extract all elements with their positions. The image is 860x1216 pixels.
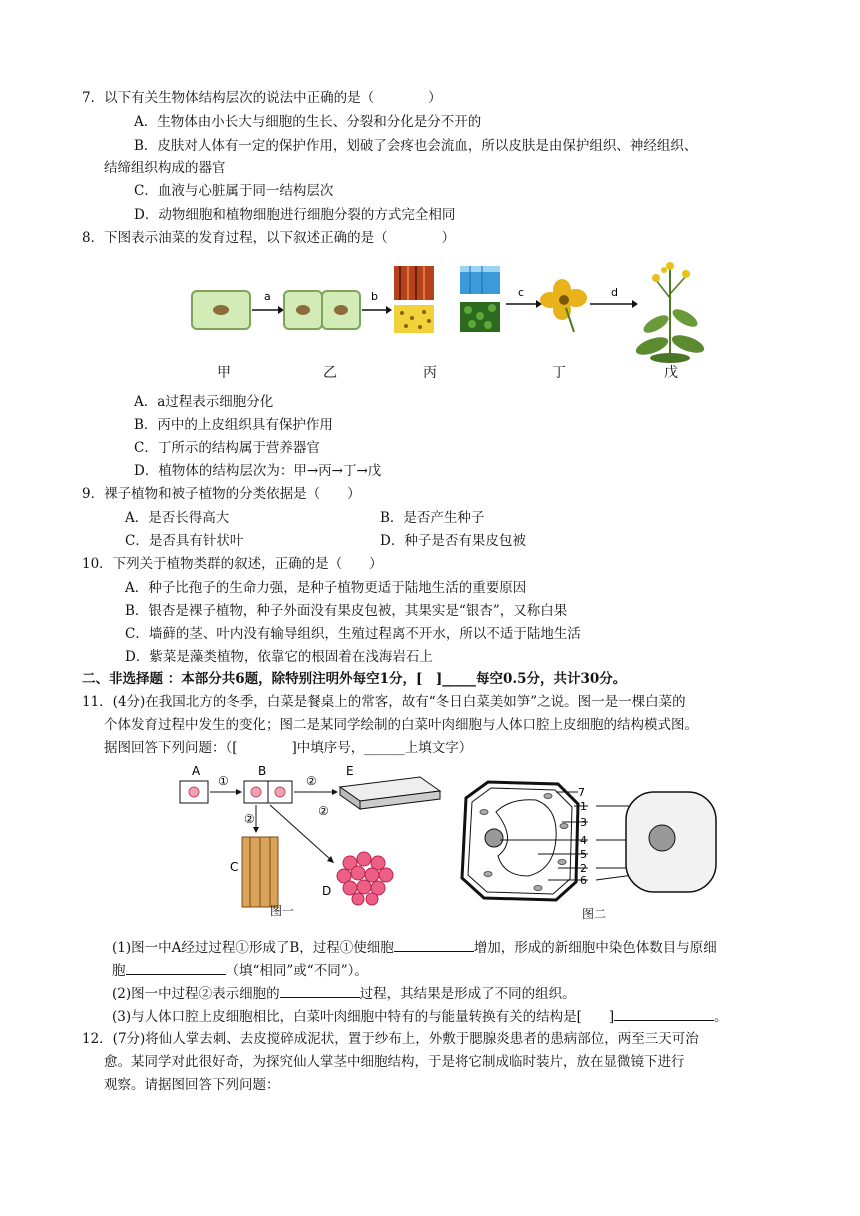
label-bing: 丙: [423, 365, 437, 381]
cells-yi: [284, 291, 360, 329]
q9-option-b: B．是否产生种子: [380, 510, 485, 526]
arrow-label-a: a: [264, 290, 271, 303]
fig1-step-1: ①: [218, 774, 229, 788]
q12-line-3: 观察。请据图回答下列问题：: [104, 1077, 280, 1093]
q10-option-c: C．墙藓的茎、叶内没有输导组织，生殖过程离不开水，所以不适于陆地生活: [125, 626, 581, 642]
fig1-step-2c: ②: [318, 804, 329, 818]
q10-option-a: A．种子比孢子的生命力强，是种子植物更适于陆地生活的重要原因: [125, 580, 527, 596]
plant-wu: [634, 262, 707, 363]
flower-ding: [540, 279, 587, 332]
fig1-letter-e: E: [346, 764, 354, 778]
fig1-letter-c: C: [230, 860, 239, 874]
label-jia: 甲: [217, 365, 231, 381]
fig2-label-2: 2: [580, 862, 587, 875]
q9-option-c: C．是否具有针状叶: [125, 533, 244, 549]
label-yi: 乙: [323, 365, 337, 381]
fig2-label-1: 1: [580, 800, 587, 813]
q8-option-c: C．丁所示的结构属于营养器官: [134, 440, 320, 456]
q11-part-2: (2)图一中过程②表示细胞的 过程，其结果是形成了不同的组织。: [112, 983, 576, 1004]
q7-option-c: C．血液与心脏属于同一结构层次: [134, 183, 334, 199]
q7-option-b-cont: 结缔组织构成的器官: [104, 160, 226, 176]
fig1-step-2b: ②: [244, 812, 255, 826]
figure-2-cell-models: [448, 778, 728, 908]
q10-option-d: D．紫菜是藻类植物，依靠它的根固着在浅海岩石上: [125, 649, 433, 665]
q11-line-3: 据图回答下列问题：（[ ]中填序号，______上填文字）: [104, 740, 473, 756]
q7-option-a: A．生物体由小长大与细胞的生长、分裂和分化是分不开的: [134, 114, 482, 130]
q12-line-1: 12．(7分)将仙人掌去刺、去皮搅碎成泥状，置于纱布上，外敷于腮腺炎患者的患病部位，两至三天可治: [82, 1031, 699, 1047]
fig2-label-4: 4: [580, 834, 587, 847]
figure-2-caption: 图二: [582, 907, 607, 921]
q10-option-b: B．银杏是裸子植物，种子外面没有果皮包被，其果实是“银杏”，又称白果: [125, 603, 568, 619]
blank-1-2[interactable]: [126, 960, 226, 975]
q9-stem: 9．裸子植物和被子植物的分类依据是（ ）: [82, 486, 361, 502]
fig1-letter-d: D: [322, 884, 332, 898]
fig2-label-3: 3: [580, 816, 587, 829]
q11-part-1-cont: 胞 （填“相同”或“不同”）。: [112, 960, 368, 981]
figure-1-caption: 图一: [270, 904, 295, 918]
q10-stem: 10．下列关于植物类群的叙述，正确的是（ ）: [82, 556, 383, 572]
q7-option-d: D．动物细胞和植物细胞进行细胞分裂的方式完全相同: [134, 207, 456, 223]
q8-option-a: A．a过程表示细胞分化: [134, 394, 274, 410]
tissues-bing: [394, 266, 500, 333]
label-wu: 戊: [664, 365, 678, 381]
label-ding: 丁: [552, 365, 566, 381]
rapeseed-development-figure: [180, 258, 720, 378]
fig1-letter-a: A: [192, 764, 201, 778]
q11-line-2: 个体发育过程中发生的变化；图二是某同学绘制的白菜叶肉细胞与人体口腔上皮细胞的结构模式图。: [104, 717, 698, 733]
q11-part-1: (1)图一中A经过过程①形成了B，过程①使细胞 增加，形成的新细胞中染色体数目与原细: [112, 937, 717, 958]
q8-stem: 8．下图表示油菜的发育过程，以下叙述正确的是（ ）: [82, 230, 456, 246]
q7-stem: 7．以下有关生物体结构层次的说法中正确的是（ ）: [82, 90, 442, 106]
arrow-label-b: b: [371, 290, 378, 303]
blank-2[interactable]: [280, 983, 360, 998]
figure-1-cell-differentiation: [170, 763, 450, 923]
blank-1-1[interactable]: [394, 937, 474, 952]
section-2-title: 二、非选择题 ：本部分共6题，除特别注明外每空1分，[ ]_____每空0.5分，共计30分。: [82, 671, 627, 687]
arrow-label-c: c: [518, 286, 525, 299]
q8-option-d: D．植物体的结构层次为：甲→丙→丁→戊: [134, 463, 382, 479]
blank-3[interactable]: [614, 1006, 714, 1021]
q9-option-d: D．种子是否有果皮包被: [380, 533, 526, 549]
fig1-letter-b: B: [258, 764, 267, 778]
q11-line-1: 11．(4分)在我国北方的冬季，白菜是餐桌上的常客，故有“冬日白菜美如笋”之说。图一是一棵白菜的: [82, 694, 686, 710]
q11-part-3: (3)与人体口腔上皮细胞相比，白菜叶肉细胞中特有的与能量转换有关的结构是[ ] 。: [112, 1006, 728, 1027]
cell-jia: [192, 291, 250, 329]
q7-option-b: B．皮肤对人体有一定的保护作用，划破了会疼也会流血，所以皮肤是由保护组织、神经组织、: [134, 138, 698, 154]
fig1-step-2a: ②: [306, 774, 317, 788]
fig2-label-7: 7: [578, 786, 585, 799]
q8-option-b: B．丙中的上皮组织具有保护作用: [134, 417, 333, 433]
q12-line-2: 愈。某同学对此很好奇，为探究仙人掌茎中细胞结构，于是将它制成临时装片，放在显微镜下进行: [104, 1054, 685, 1070]
fig2-label-6: 6: [580, 874, 587, 887]
arrow-label-d: d: [611, 286, 618, 299]
fig2-label-5: 5: [580, 848, 587, 861]
q9-option-a: A．是否长得高大: [125, 510, 230, 526]
